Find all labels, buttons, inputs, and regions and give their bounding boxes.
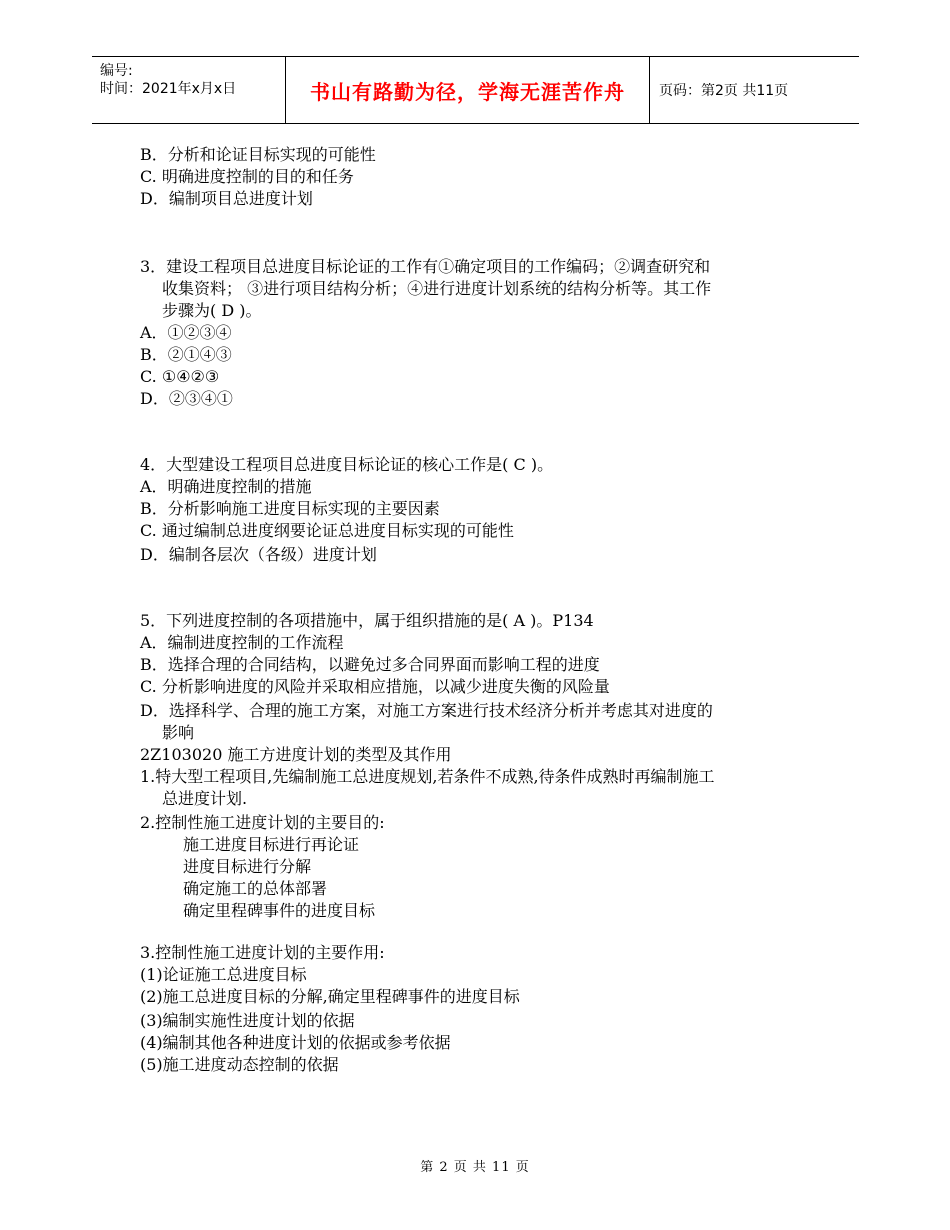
list-item: (4)编制其他各种进度计划的依据或参考依据 bbox=[140, 1033, 451, 1052]
list-item: (3)编制实施性进度计划的依据 bbox=[140, 1011, 355, 1030]
paragraph-line: 3.控制性施工进度计划的主要作用: bbox=[140, 943, 385, 962]
header-meta bbox=[92, 57, 285, 123]
list-item: 确定里程碑事件的进度目标 bbox=[183, 901, 376, 920]
option-line: D．选择科学、合理的施工方案，对施工方案进行技术经济分析并考虑其对进度的 bbox=[140, 701, 713, 720]
option-line: A．明确进度控制的措施 bbox=[140, 477, 312, 496]
option-line: D．②③④① bbox=[140, 389, 233, 408]
question-text: 步骤为( D )。 bbox=[162, 301, 262, 320]
section-heading: 2Z103020 施工方进度计划的类型及其作用 bbox=[140, 745, 452, 764]
paragraph-line: 总进度计划. bbox=[162, 789, 248, 808]
option-line: A．编制进度控制的工作流程 bbox=[140, 633, 344, 652]
option-line: A．①②③④ bbox=[140, 323, 232, 342]
option-line: D．编制项目总进度计划 bbox=[140, 189, 313, 208]
list-item: 确定施工的总体部署 bbox=[183, 879, 328, 898]
option-line: C. 通过编制总进度纲要论证总进度目标实现的可能性 bbox=[140, 521, 514, 540]
header-page-info: 页码：第2页 共11页 bbox=[659, 83, 789, 99]
option-line: C. ①④②③ bbox=[140, 367, 220, 386]
option-line: 影响 bbox=[162, 723, 195, 742]
number-label: 编号: bbox=[100, 63, 133, 79]
question-text: 3．建设工程项目总进度目标论证的工作有①确定项目的工作编码；②调查研究和 bbox=[140, 257, 711, 276]
time-label: 时间：2021年x月x日 bbox=[100, 81, 237, 97]
list-item: (5)施工进度动态控制的依据 bbox=[140, 1055, 339, 1074]
list-item: (2)施工总进度目标的分解,确定里程碑事件的进度目标 bbox=[140, 987, 520, 1006]
option-line: B．分析和论证目标实现的可能性 bbox=[140, 145, 376, 164]
option-line: D．编制各层次（各级）进度计划 bbox=[140, 545, 377, 564]
paragraph-line: 1.特大型工程项目,先编制施工总进度规划,若条件不成熟,待条件成熟时再编制施工 bbox=[140, 767, 715, 786]
page-header bbox=[92, 56, 859, 124]
question-text: 4．大型建设工程项目总进度目标论证的核心工作是( C )。 bbox=[140, 455, 554, 474]
option-line: B．分析影响施工进度目标实现的主要因素 bbox=[140, 499, 440, 518]
question-text: 收集资料； ③进行项目结构分析；④进行进度计划系统的结构分析等。其工作 bbox=[162, 279, 712, 298]
option-line: C. 分析影响进度的风险并采取相应措施，以减少进度失衡的风险量 bbox=[140, 677, 610, 696]
list-item: 施工进度目标进行再论证 bbox=[183, 835, 360, 854]
option-line: B．②①④③ bbox=[140, 345, 232, 364]
list-item: (1)论证施工总进度目标 bbox=[140, 965, 307, 984]
paragraph-line: 2.控制性施工进度计划的主要目的: bbox=[140, 813, 385, 832]
option-line: C. 明确进度控制的目的和任务 bbox=[140, 167, 354, 186]
list-item: 进度目标进行分解 bbox=[183, 857, 312, 876]
page-footer: 第 2 页 共 11 页 bbox=[420, 1160, 530, 1175]
question-text: 5．下列进度控制的各项措施中，属于组织措施的是( A )。P134 bbox=[140, 611, 594, 630]
header-motto: 书山有路勤为径，学海无涯苦作舟 bbox=[285, 57, 650, 123]
option-line: B．选择合理的合同结构，以避免过多合同界面而影响工程的进度 bbox=[140, 655, 600, 674]
